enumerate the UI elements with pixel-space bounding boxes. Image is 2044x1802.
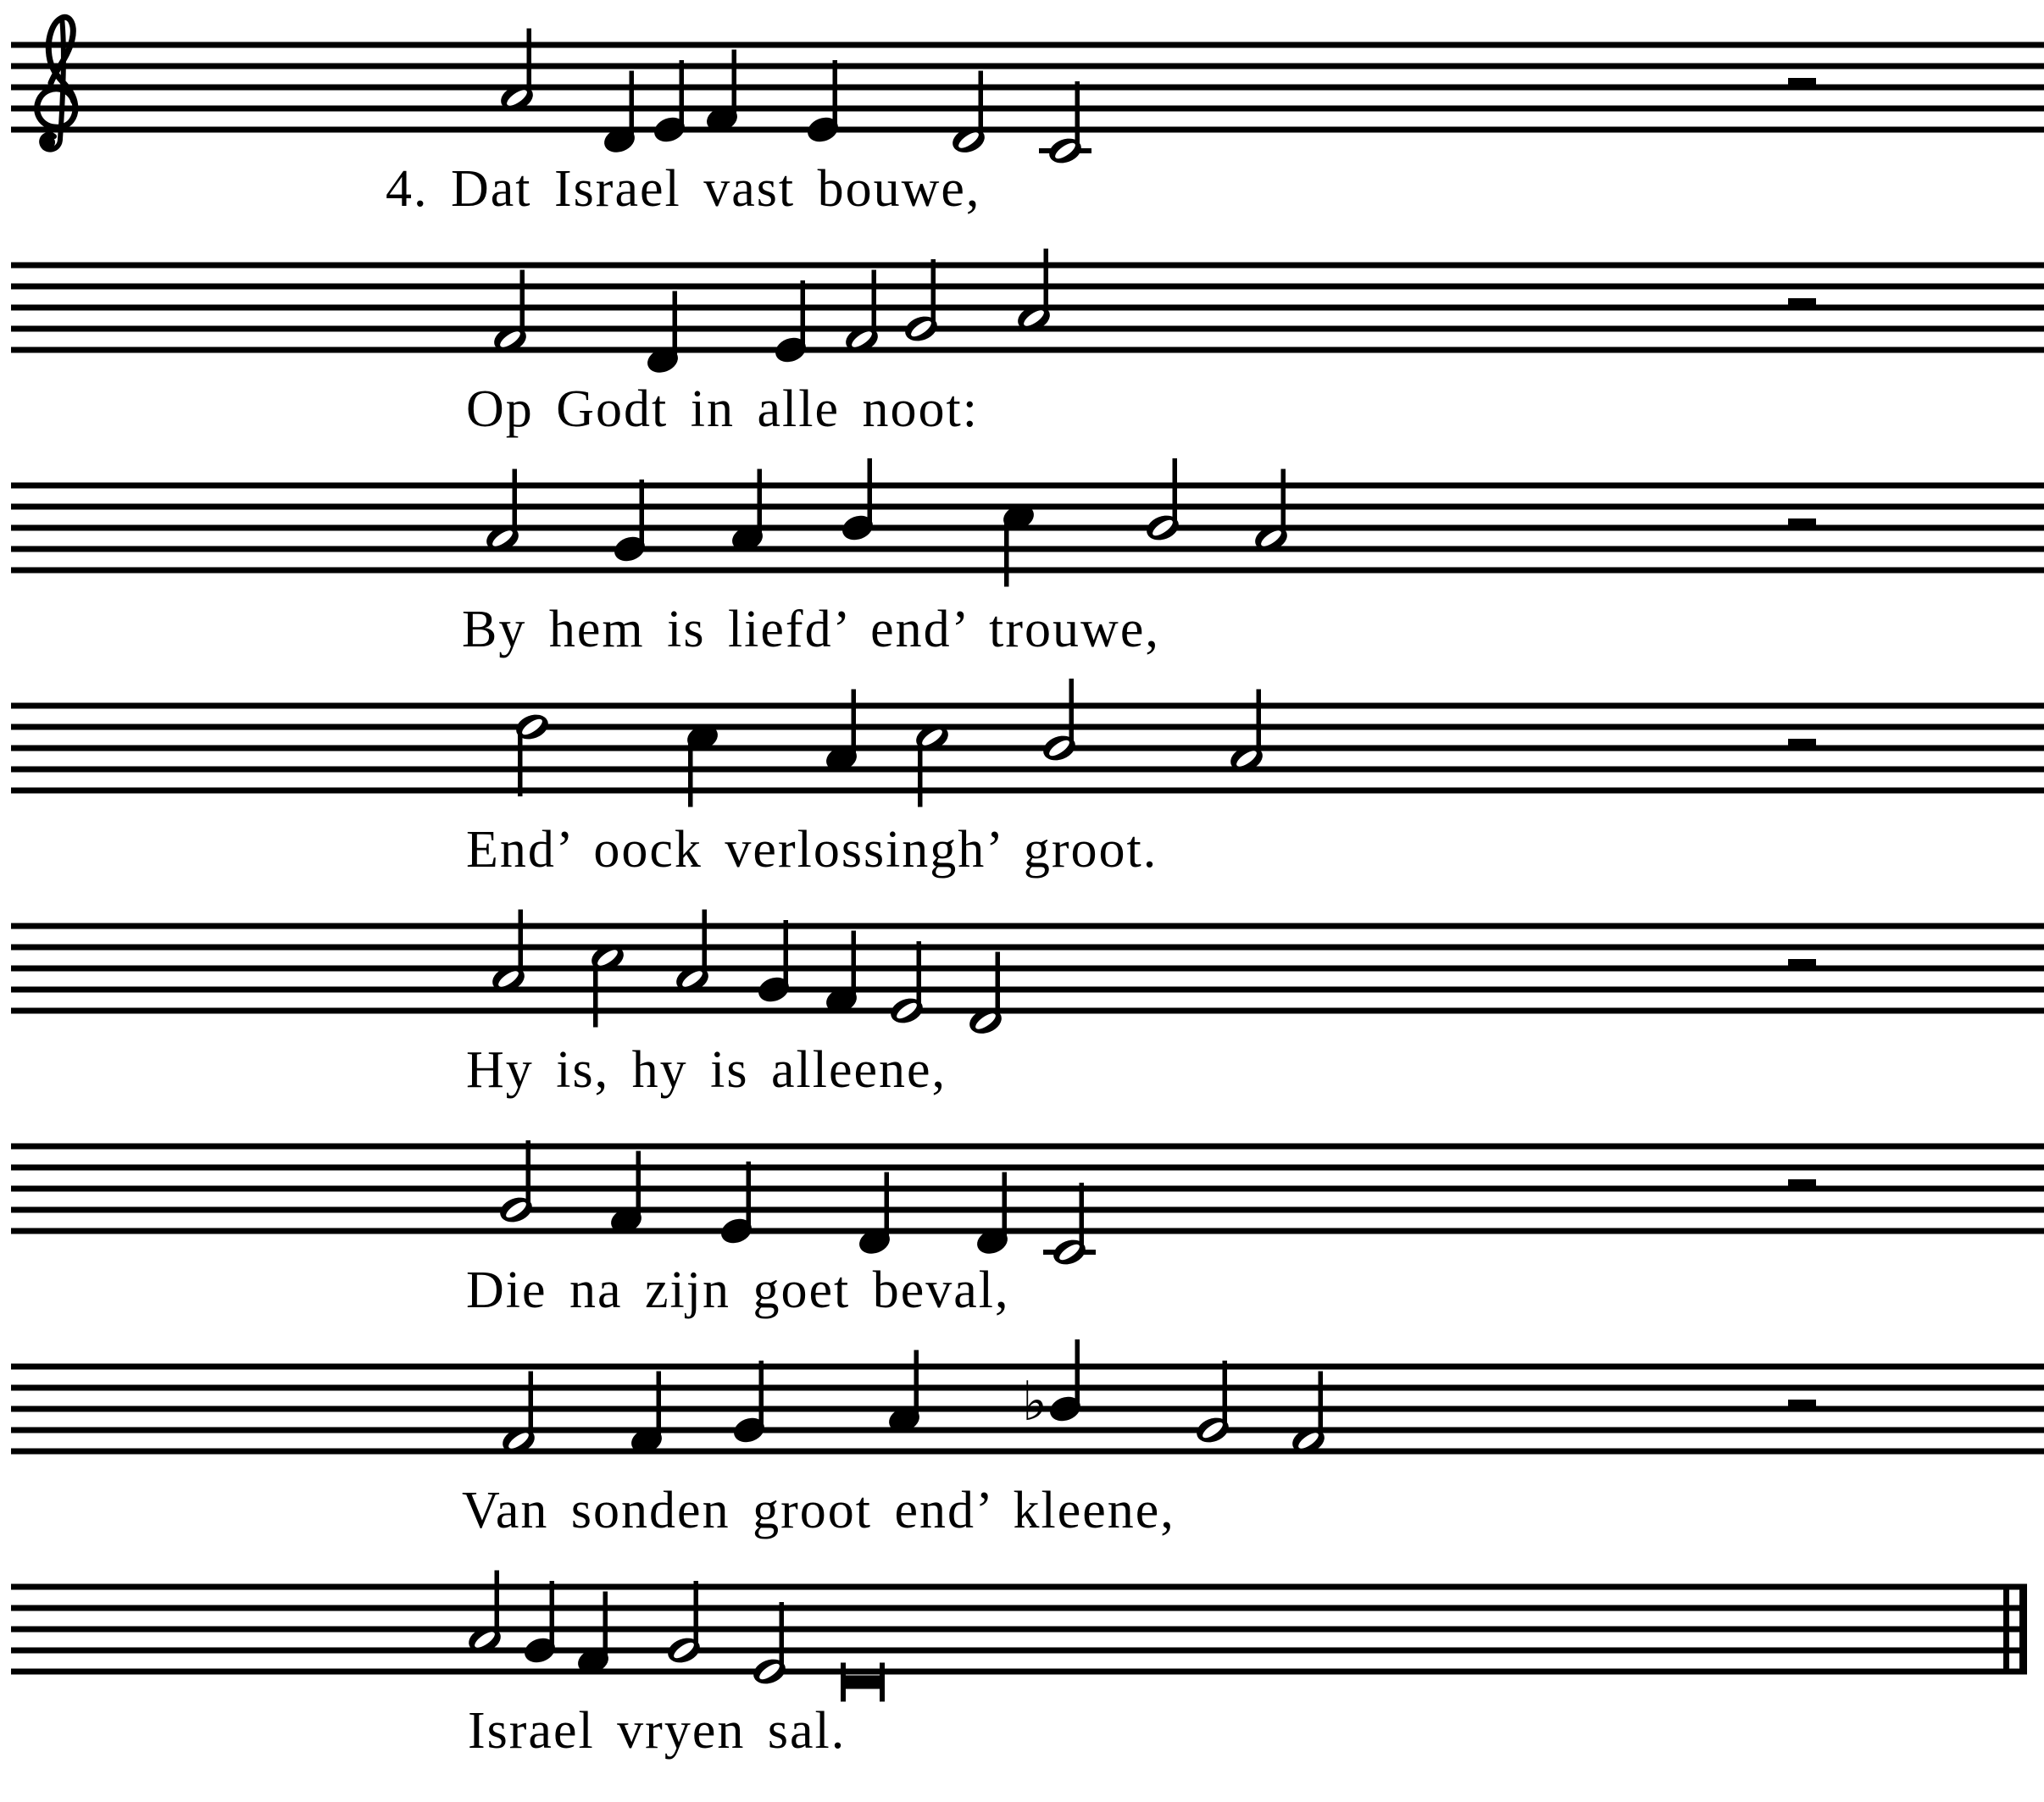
note-C4-half bbox=[1043, 1183, 1096, 1269]
staff-system bbox=[11, 1339, 2044, 1539]
staff-line bbox=[11, 1669, 2027, 1675]
note-A4-half bbox=[1227, 690, 1266, 776]
staff-lines bbox=[11, 483, 2044, 574]
note-F4-quarter bbox=[703, 50, 741, 136]
note-D4-quarter bbox=[974, 1173, 1011, 1258]
staff-line bbox=[11, 1648, 2027, 1654]
half-rest-icon bbox=[1788, 739, 1816, 749]
staff-lines bbox=[11, 263, 2044, 353]
lyric-line: Van sonden groot end’ kleene, bbox=[462, 1482, 1175, 1539]
flat-sign-icon: ♭ bbox=[1021, 1371, 1048, 1433]
staff-lines bbox=[11, 1584, 2027, 1675]
note-D4-quarter bbox=[644, 291, 681, 377]
staff-line bbox=[11, 724, 2044, 730]
staff-system bbox=[11, 1140, 2044, 1319]
lyric-line: End’ oock verlossingh’ groot. bbox=[466, 821, 1158, 879]
staff-line bbox=[11, 1605, 2027, 1611]
lyric-line: 4. Dat Israel vast bouwe, bbox=[386, 160, 981, 218]
staff-line bbox=[11, 64, 2044, 69]
staff-line bbox=[11, 1144, 2044, 1150]
staff-system bbox=[11, 458, 2044, 658]
staff-system bbox=[11, 17, 2044, 218]
note-G4-half bbox=[1193, 1361, 1232, 1447]
half-rest-icon bbox=[1788, 1400, 1816, 1410]
staff-lines bbox=[11, 42, 2044, 133]
half-rest-icon bbox=[1788, 298, 1816, 308]
staff-line bbox=[11, 1364, 2044, 1370]
note-F4-half bbox=[499, 1372, 538, 1458]
note-B4-quarter bbox=[839, 458, 876, 544]
note-B4-half bbox=[1040, 679, 1079, 765]
lyric-line: By hem is liefd’ end’ trouwe, bbox=[462, 601, 1160, 658]
note-D4-quarter bbox=[856, 1173, 893, 1258]
note-G4-quarter bbox=[521, 1581, 558, 1666]
staff-line bbox=[11, 987, 2044, 993]
lyric-line: Op Godt in alle noot: bbox=[466, 380, 979, 438]
staff-system bbox=[11, 1571, 2027, 1760]
staff-lines bbox=[11, 923, 2044, 1014]
half-rest-icon bbox=[1788, 1179, 1816, 1189]
note-G4-half bbox=[664, 1581, 703, 1667]
staff-line bbox=[11, 788, 2044, 794]
staff-line bbox=[11, 1165, 2044, 1171]
half-rest-icon bbox=[1788, 518, 1816, 529]
note-A4-half bbox=[1014, 249, 1053, 335]
note-D5-half bbox=[513, 710, 552, 796]
staff-line bbox=[11, 263, 2044, 269]
staff-system bbox=[11, 910, 2044, 1100]
note-E4-half bbox=[887, 941, 926, 1028]
staff-system bbox=[11, 679, 2044, 879]
note-A4-half bbox=[1252, 469, 1291, 556]
note-A4-quarter bbox=[729, 469, 766, 555]
staff-line bbox=[11, 483, 2044, 489]
note-G4-half bbox=[497, 1140, 536, 1227]
note-A4-half bbox=[465, 1571, 504, 1657]
note-F4-quarter bbox=[608, 1151, 645, 1237]
note-B4-half bbox=[1143, 458, 1182, 545]
staff-line bbox=[11, 85, 2044, 91]
note-F4-half bbox=[491, 270, 530, 357]
note-A4-half bbox=[489, 910, 528, 996]
staff-line bbox=[11, 1449, 2044, 1455]
staff-line bbox=[11, 525, 2044, 531]
note-A4-half bbox=[497, 29, 536, 115]
note-E4-quarter bbox=[651, 60, 688, 146]
note-E4-quarter bbox=[772, 280, 809, 366]
note-G4-quarter bbox=[755, 920, 792, 1006]
staff-line bbox=[11, 966, 2044, 972]
note-A4-quarter bbox=[823, 690, 860, 775]
staff-system bbox=[11, 249, 2044, 439]
note-G4-half bbox=[902, 259, 941, 346]
note-D4-half bbox=[966, 952, 1005, 1039]
note-F4-quarter bbox=[628, 1372, 665, 1457]
note-F4-half bbox=[1289, 1372, 1328, 1458]
note-F4-half bbox=[842, 270, 881, 357]
note-G4-quarter bbox=[611, 480, 648, 565]
note-A4-half bbox=[673, 910, 712, 996]
staff-line bbox=[11, 347, 2044, 353]
note-A4-quarter bbox=[886, 1350, 923, 1436]
note-C5-half bbox=[588, 941, 627, 1028]
staff-line bbox=[11, 106, 2044, 112]
staff-line bbox=[11, 746, 2044, 751]
half-rest-icon bbox=[1788, 78, 1816, 88]
note-D4-half bbox=[949, 71, 988, 158]
note-E4-quarter bbox=[718, 1162, 755, 1247]
staff-line bbox=[11, 923, 2044, 929]
staff-line bbox=[11, 1008, 2044, 1014]
staff-lines bbox=[11, 1144, 2044, 1234]
note-G4-quarter bbox=[730, 1361, 768, 1446]
note-C4-half bbox=[1039, 81, 1091, 168]
staff-line bbox=[11, 1186, 2044, 1192]
staff-line bbox=[11, 284, 2044, 290]
staff-line bbox=[11, 1207, 2044, 1213]
half-rest-icon bbox=[1788, 959, 1816, 969]
note-C5-quarter bbox=[1000, 501, 1037, 586]
staff-line bbox=[11, 568, 2044, 574]
lyric-line: Hy is, hy is alleene, bbox=[466, 1041, 947, 1099]
note-E4-quarter bbox=[804, 60, 841, 146]
staff-line bbox=[11, 1627, 2027, 1633]
staff-line bbox=[11, 42, 2044, 48]
staff-line bbox=[11, 1584, 2027, 1590]
lyric-line: Israel vryen sal. bbox=[468, 1702, 847, 1760]
staff-lines bbox=[11, 703, 2044, 794]
note-D4-quarter bbox=[601, 71, 638, 157]
note-E4-half bbox=[750, 1602, 789, 1688]
staff-line bbox=[11, 703, 2044, 709]
note-C5-quarter bbox=[684, 721, 721, 807]
staff-line bbox=[11, 767, 2044, 773]
note-F4-quarter bbox=[823, 931, 860, 1017]
staff-line bbox=[11, 127, 2044, 133]
note-D4-breve bbox=[841, 1663, 885, 1702]
staff-line bbox=[11, 1228, 2044, 1234]
note-A4-half bbox=[483, 469, 522, 556]
lyric-line: Die na zijn goet beval, bbox=[466, 1261, 1010, 1319]
staff-line bbox=[11, 945, 2044, 951]
note-C5-half bbox=[913, 721, 952, 807]
note-F4-quarter bbox=[575, 1592, 612, 1677]
staff-line bbox=[11, 546, 2044, 552]
